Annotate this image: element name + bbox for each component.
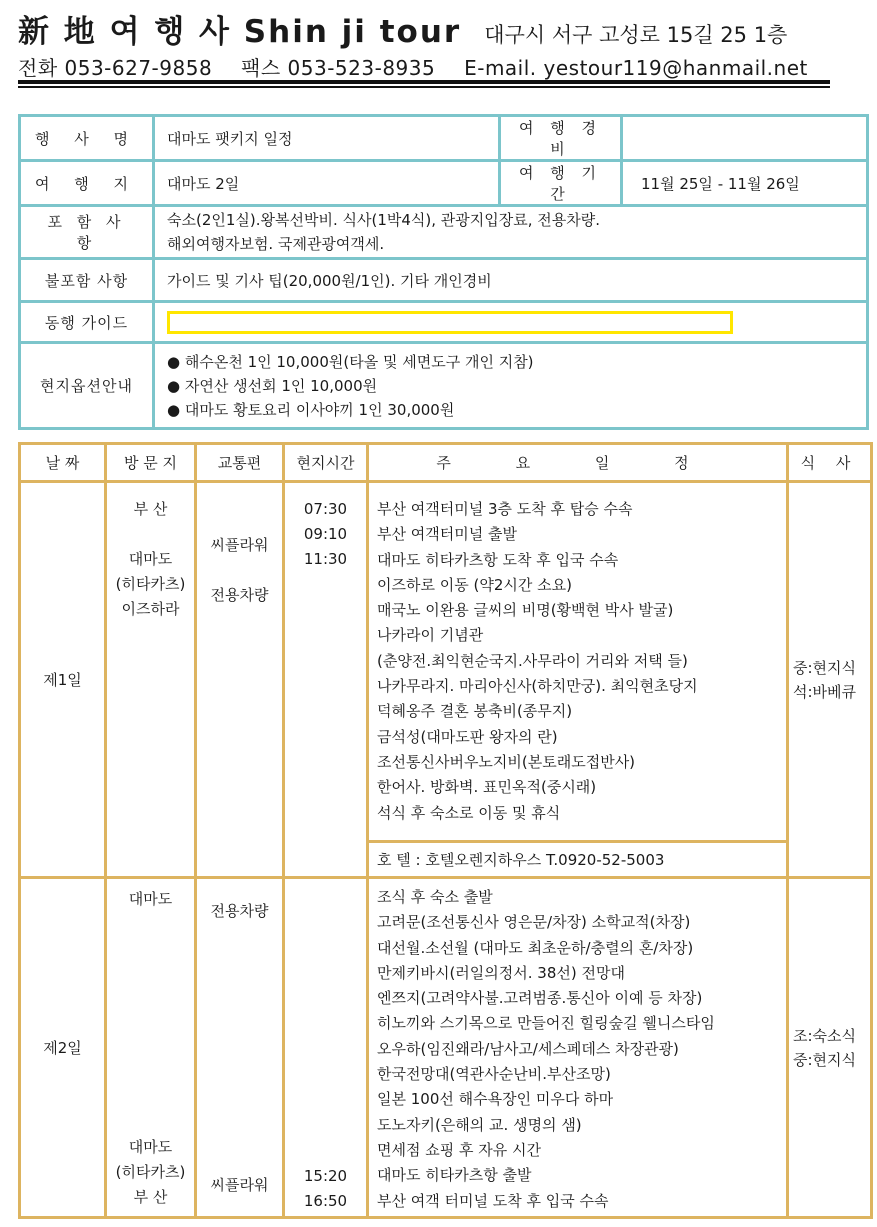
event-item: 부산 여객터미널 3층 도착 후 탑승 수속	[377, 500, 633, 518]
event-item: 금석성(대마도판 왕자의 란)	[377, 727, 558, 746]
day2-transport	[196, 878, 284, 1218]
excluded-label: 불포함 사항	[20, 259, 154, 302]
excluded-value: 가이드 및 기사 팁(20,000원/1인). 기타 개인경비	[154, 259, 868, 302]
place-item: 부 산	[133, 1188, 168, 1206]
event-item: 히노끼와 스기목으로 만들어진 힐링숲길 웰니스타임	[377, 1014, 715, 1033]
event-item: (춘양전.최익현순국지.사무라이 거리와 저택 들)	[377, 651, 688, 670]
time-item: 11:30	[303, 550, 348, 568]
event-item: 대마도 히타카츠항 출발	[377, 1166, 532, 1185]
day1-places	[106, 482, 196, 878]
event-item: 부산 여객터미널 출발	[377, 525, 517, 544]
event-item: 이즈하로 이동 (약2시간 소요)	[377, 575, 572, 594]
day2-row	[20, 878, 872, 1218]
included-label: 포 함 사 항	[20, 206, 154, 259]
time-item: 09:10	[303, 525, 348, 543]
destination-value: 대마도 2일	[154, 161, 500, 206]
cost-label: 여 행 경 비	[500, 116, 622, 161]
event-item: 고려문(조선통신사 영은문/차장) 소학교적(차장)	[377, 913, 691, 932]
event-item: 엔쯔지(고려약사불.고려범종.통신아 이예 등 차장)	[377, 989, 703, 1008]
event-item: 도노자키(은해의 교. 생명의 샘)	[377, 1115, 582, 1134]
transport-item: 씨플라워	[210, 536, 269, 554]
event-name-label: 행 사 명	[20, 116, 154, 161]
event-item: 나카무라지. 마리아신사(하치만궁). 최익현초당지	[377, 677, 698, 696]
day1-meals	[788, 482, 872, 878]
event-item: 면세점 쇼핑 후 자유 시간	[377, 1140, 541, 1159]
time-header: 현지시간	[284, 444, 368, 482]
event-item: 만제키바시(러일의정서. 38선) 전망대	[377, 963, 625, 982]
guide-highlight-box	[167, 311, 733, 334]
event-item: 나카라이 기념관	[377, 626, 484, 645]
transport-item: 전용차량	[210, 586, 269, 604]
day2-meals	[788, 878, 872, 1218]
destination-label: 여 행 지	[20, 161, 154, 206]
email-address[interactable]: E-mail. yestour119@hanmail.net	[464, 56, 808, 80]
event-item: 오우하(임진왜라/남사고/세스페데스 차장관광)	[377, 1039, 679, 1058]
event-item: 한국전망대(역관사순난비.부산조망)	[377, 1065, 611, 1084]
header-divider	[18, 80, 830, 84]
period-value: 11월 25일 - 11월 26일	[622, 161, 868, 206]
options-list	[154, 343, 868, 429]
company-header	[18, 6, 787, 51]
company-address: 대구시 서구 고성로 15길 25 1층	[484, 23, 788, 47]
event-item: 부산 여객 터미널 도착 후 입국 수속	[377, 1191, 609, 1210]
meal-header: 식 사	[788, 444, 872, 482]
phone-number: 전화 053-627-9858	[18, 56, 213, 80]
option-item: ● 자연산 생선회 1인 10,000원	[167, 376, 378, 395]
place-item: 대마도	[128, 890, 173, 908]
event-item: 조선통신사버우노지비(본토래도접반사)	[377, 752, 636, 771]
place-item: (히타카츠)	[115, 1163, 186, 1181]
place-header: 방 문 지	[106, 444, 196, 482]
cost-value	[622, 116, 868, 161]
option-item: ● 대마도 황토요리 이사야끼 1인 30,000원	[167, 400, 455, 419]
time-item: 15:20	[303, 1167, 348, 1185]
schedule-header-row	[20, 444, 872, 482]
event-item: 한어사. 방화벽. 표민옥적(중시래)	[377, 778, 597, 797]
event-item: 일본 100선 해수욕장인 미우다 하마	[377, 1090, 614, 1109]
meal-item: 조:숙소식	[793, 1026, 857, 1045]
event-name-value: 대마도 팻키지 일정	[154, 116, 500, 161]
day2-times	[284, 878, 368, 1218]
day1-times	[284, 482, 368, 878]
event-item: 매국노 이완용 글씨의 비명(황백현 박사 발굴)	[377, 601, 674, 620]
event-item: 대선월.소선월 (대마도 최초운하/충렬의 혼/차장)	[377, 938, 694, 957]
event-item: 덕혜옹주 결혼 봉축비(종무지)	[377, 702, 573, 721]
meal-item: 석:바베큐	[793, 682, 857, 701]
main-schedule-header: 주 요 일 정	[368, 444, 788, 482]
included-value	[154, 206, 868, 259]
bullet-icon: ●	[167, 400, 185, 419]
day1-transport	[196, 482, 284, 878]
place-item: 이즈하라	[121, 600, 180, 618]
date-header: 날 짜	[20, 444, 106, 482]
transport-header: 교통편	[196, 444, 284, 482]
guide-label: 동행 가이드	[20, 302, 154, 343]
included-line-2: 해외여행자보험. 국제관광여객세.	[167, 235, 385, 253]
contact-line	[18, 52, 830, 81]
option-item: ● 해수온천 1인 10,000원(타올 및 세면도구 개인 지참)	[167, 352, 534, 371]
transport-item: 전용차량	[210, 902, 269, 920]
meal-item: 중:현지식	[793, 658, 857, 677]
meal-item: 중:현지식	[793, 1050, 857, 1069]
included-line-1: 숙소(2인1실).왕복선박비. 식사(1박4식), 관광지입장료, 전용차량.	[167, 211, 600, 229]
day2-label: 제2일	[20, 878, 106, 1218]
day2-places	[106, 878, 196, 1218]
event-item: 대마도 히타카츠항 도착 후 입국 수속	[377, 550, 619, 569]
company-name: 新 地 여 행 사 Shin ji tour	[18, 14, 462, 50]
day2-events	[368, 878, 788, 1218]
place-item: 대마도	[128, 550, 173, 568]
header-divider-thin	[18, 86, 830, 88]
period-label: 여 행 기 간	[500, 161, 622, 206]
time-item: 16:50	[303, 1192, 348, 1210]
fax-number: 팩스 053-523-8935	[241, 56, 436, 80]
place-item: 부 산	[133, 500, 168, 518]
tour-info-table	[18, 114, 869, 430]
bullet-icon: ●	[167, 376, 185, 395]
day1-row	[20, 482, 872, 842]
day1-events	[368, 482, 788, 842]
schedule-table	[18, 442, 873, 1219]
bullet-icon: ●	[167, 352, 185, 371]
event-item: 석식 후 숙소로 이동 및 휴식	[377, 803, 561, 822]
place-item: 대마도	[128, 1138, 173, 1156]
options-label: 현지옵션안내	[20, 343, 154, 429]
time-item: 07:30	[303, 500, 348, 518]
day1-label: 제1일	[20, 482, 106, 878]
transport-item: 씨플라워	[210, 1176, 269, 1194]
guide-value	[154, 302, 868, 343]
place-item: (히타카츠)	[115, 575, 186, 593]
event-item: 조식 후 숙소 출발	[377, 888, 493, 906]
hotel-info: 호 텔 : 호텔오렌지하우스 T.0920-52-5003	[368, 842, 788, 878]
